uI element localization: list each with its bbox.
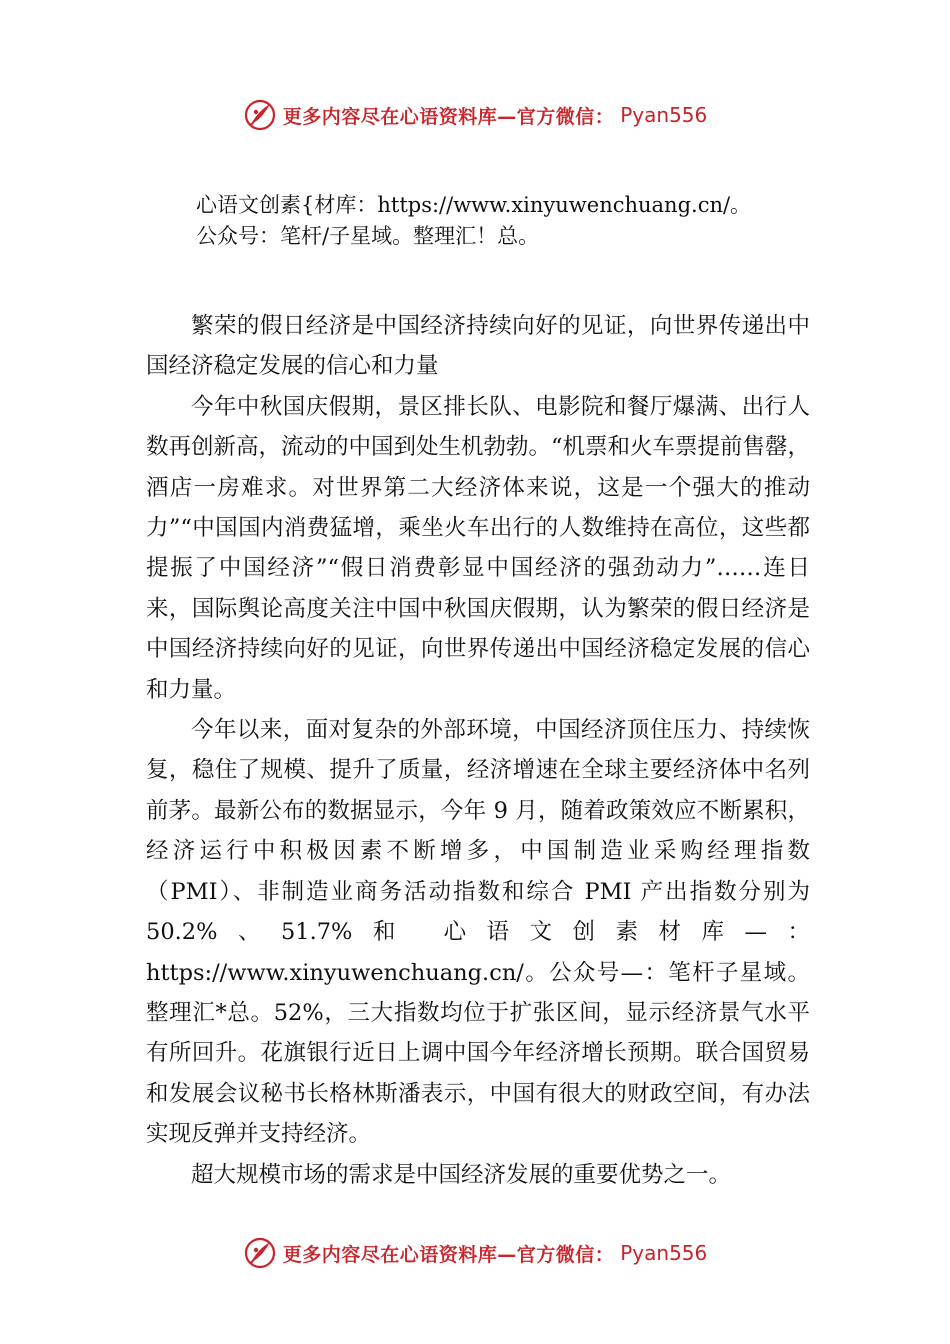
footer-banner-text: 更多内容尽在心语资料库—官方微信： bbox=[282, 1243, 615, 1266]
header-wechat-id: Pyan556 bbox=[620, 103, 708, 127]
footer-banner bbox=[0, 1233, 950, 1273]
article-body bbox=[146, 306, 810, 1195]
article-paragraph: 今年以来，面对复杂的外部环境，中国经济顶住压力、持续恢复，稳住了规模、提升了质量，经济增速在全球主要经济体中名列前茅。最新公布的数据显示，今年 9 月，随着政策效应不断累积，经济运行中积极因素不断增多，中国制造业采购经理指数（PMI）、非制造业商务活动指数和综合 PMI 产出指数分别为 50.2%、51.7%和 心语文创素材库—：https://www.xinyuwenchuang.cn/。公众号—：笔杆子星域。整理汇*总。52%，三大指数均位于扩张区间，显示经济景气水平有所回升。花旗银行近日上调中国今年经济增长预期。联合国贸易和发展会议秘书长格林斯潘表示，中国有很大的财政空间，有办法实现反弹并支持经济。 bbox=[146, 717, 810, 1148]
header-banner bbox=[0, 95, 950, 135]
article-paragraph: 今年中秋国庆假期，景区排长队、电影院和餐厅爆满、出行人数再创新高，流动的中国到处生机勃勃。“机票和火车票提前售罄，酒店一房难求。对世界第二大经济体来说，这是一个强大的推动力”“中国国内消费猛增，乘坐火车出行的人数维持在高位，这些都提振了中国经济”“假日消费彰显中国经济的强劲动力”……连日来，国际舆论高度关注中国中秋国庆假期，认为繁荣的假日经济是中国经济持续向好的见证，向世界传递出中国经济稳定发展的信心和力量。 bbox=[146, 393, 811, 703]
notice-line-1: 心语文创素{材库：https://www.xinyuwenchuang.cn/。 bbox=[196, 193, 752, 217]
article-paragraph: 超大规模市场的需求是中国经济发展的重要优势之一。 bbox=[191, 1161, 732, 1188]
article-title-paragraph: 繁荣的假日经济是中国经济持续向好的见证，向世界传递出中国经济稳定发展的信心和力量 bbox=[146, 313, 810, 380]
header-banner-text: 更多内容尽在心语资料库—官方微信： bbox=[282, 105, 615, 128]
footer-wechat-id: Pyan556 bbox=[620, 1241, 708, 1265]
source-notice bbox=[196, 190, 836, 252]
quill-pen-logo-icon bbox=[243, 98, 277, 132]
quill-pen-logo-icon bbox=[243, 1236, 277, 1270]
notice-line-2: 公众号：笔杆/子星域。整理汇！总。 bbox=[196, 224, 540, 248]
